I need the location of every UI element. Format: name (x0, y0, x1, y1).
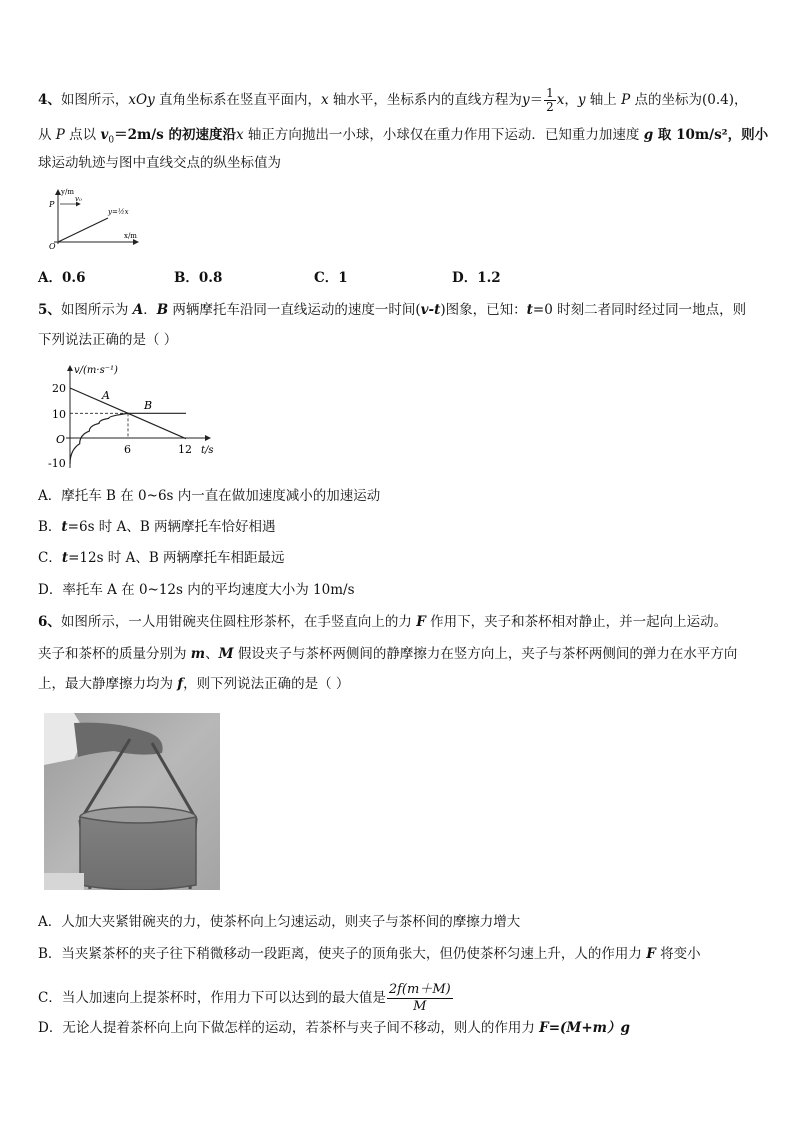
q5-line-2: 下列说法正确的是（ ） (38, 332, 178, 348)
q4-ylabel: y/m (61, 188, 74, 196)
q4-line-1: 4、如图所示，xOy 直角坐标系在竖直平面内，x 轴水平，坐标系内的直线方程为y＝ $\frac{1}{2}$ x，y 轴上 P 点的坐标为(0.4)， (38, 86, 748, 114)
q5-xlabel: t/s (201, 445, 214, 456)
q5-option-a[interactable]: A．摩托车 B 在 0~6s 内一直在做加速度减小的加速运动 (38, 488, 381, 504)
q6-line-1: 6、如图所示，一人用钳碗夹住圆柱形茶杯，在手竖直向上的力 F 作用下，夹子和茶杯相对静止，并一起向上运动。 (38, 614, 728, 630)
q6-option-c[interactable]: C．当人加速向上提茶杯时，作用力下可以达到的最大值是 $\frac{2f(m+M)}{M}$ (38, 982, 451, 1014)
q5-option-c[interactable]: C．t=12s 时 A、B 两辆摩托车相距最远 (38, 550, 285, 566)
q5-option-b[interactable]: B．t=6s 时 A、B 两辆摩托车恰好相遇 (38, 519, 276, 535)
q4-line-3: 球运动轨迹与图中直线交点的纵坐标值为 (38, 155, 281, 171)
q5-ylabel: v/(m·s⁻¹) (74, 365, 118, 376)
q6-option-b[interactable]: B．当夹紧茶杯的夹子往下稍微移动一段距离，使夹子的顶角张大，但仍使茶杯匀速上升，人的作用力 F 将变小 (38, 946, 701, 962)
q6-line-2: 夹子和茶杯的质量分别为 m、M 假设夹子与茶杯两侧间的静摩擦力在竖方向上，夹子与茶杯两侧间的弹力在水平方向 (38, 646, 738, 662)
q5-tick-m10: -10 (48, 457, 66, 470)
q5-tick-10: 10 (52, 408, 66, 421)
q4-line-label: y=½x (108, 208, 129, 216)
table-edge (44, 873, 84, 890)
q6-option-a[interactable]: A．人加大夹紧钳碗夹的力，使茶杯向上匀速运动，则夹子与茶杯间的摩擦力增大 (38, 914, 521, 930)
q4-figure (46, 186, 142, 250)
q4-p-label: P (49, 200, 55, 209)
q4-origin: O (49, 242, 56, 250)
cup-body (80, 817, 196, 890)
q4-option-c[interactable]: C．1 (314, 270, 348, 286)
q4-line-2: 从 P 点以 $v_0=2m/s$ 的初速度沿x 轴正方向抛出一小球，小球仅在重力作用下运动．已知重力加速度 g 取 10m/s²，则小 (38, 127, 769, 146)
q5-vt-chart (44, 360, 220, 476)
q5-line-1: 5、如图所示为 A．B 两辆摩托车沿同一直线运动的速度一时间(v-t)图象，已知：t=0 时刻二者同时经过同一地点，则 (38, 302, 747, 318)
q6-line-3: 上，最大静摩擦力均为 f，则下列说法正确的是（ ） (38, 676, 350, 692)
q5-origin: O (56, 433, 66, 446)
q5-label-b: B (144, 399, 153, 412)
q4-fraction: $\frac{1}{2}$ (546, 86, 554, 114)
q5-tick-20: 20 (52, 382, 66, 395)
q4-option-a[interactable]: A．0.6 (38, 270, 86, 286)
q5-label-a: A (102, 389, 110, 402)
q4-option-d[interactable]: D．1.2 (452, 270, 501, 286)
q6-option-d[interactable]: D．无论人提着茶杯向上向下做怎样的运动，若茶杯与夹子间不移动，则人的作用力 F=(M+m）g (38, 1020, 630, 1036)
q5-tick-6: 6 (124, 443, 131, 456)
q4-xlabel: x/m (124, 232, 137, 240)
q4-line (58, 218, 108, 242)
q6-photo (44, 713, 220, 890)
q5-option-d[interactable]: D．率托车 A 在 0~12s 内的平均速度大小为 10m/s (38, 582, 355, 598)
q6-c-fraction: $\frac{2f(m+M)}{M}$ (388, 982, 451, 1014)
q4-v0-label: v₀ (75, 195, 82, 203)
q5-tick-12: 12 (178, 443, 192, 456)
q4-option-b[interactable]: B．0.8 (174, 270, 223, 286)
